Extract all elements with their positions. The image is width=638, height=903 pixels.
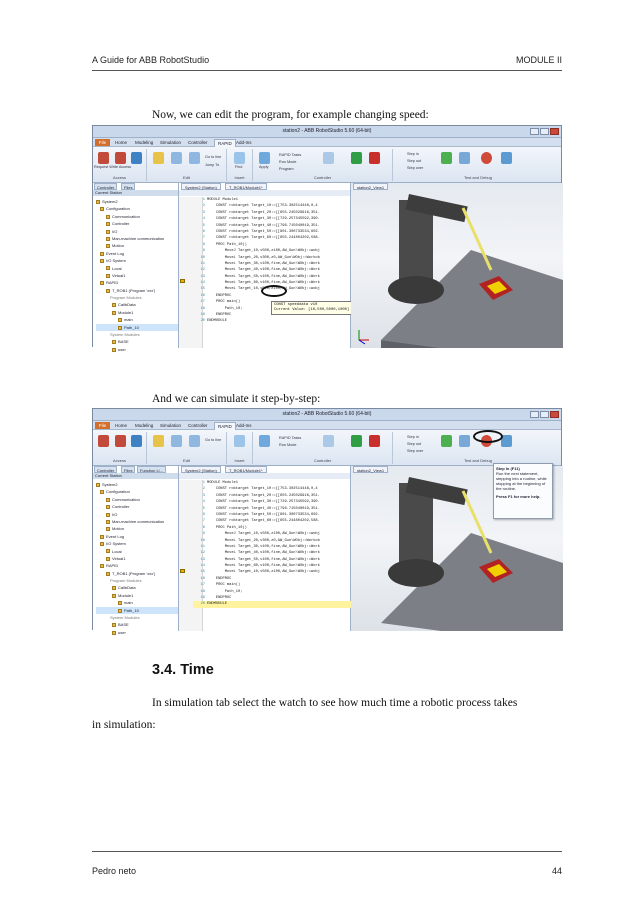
editor-tab-module: T_ROB1/Module1* [225,183,267,190]
code-line: 8 PROC Path_10() [202,525,247,530]
popup-body: Run the next statement, stepping into a routine, while stopping at the beginning of the routine. [496,471,547,491]
station-3d-view [351,183,563,348]
code-line: 1 MODULE Module1 [202,198,238,202]
group-label-access: Access [113,458,126,463]
tree-item: T_ROB1 (Program 'xxx') [96,287,178,294]
panel-tab-files: Files [121,183,135,190]
tree-item: RAPID [96,562,178,569]
tree-item: Event Log [96,250,178,257]
step-out-label: Step out [407,442,422,446]
controller-status: Current Station [93,473,178,479]
code-line: 6 CONST robtarget Target_50:=[[801.300733534,602. [202,229,320,234]
tree-item: Local [96,265,178,272]
jump-to-label: Jump To [205,163,220,167]
tree-item: Man-machine communication [96,518,178,525]
tree-item: System Modules [110,332,140,338]
tree-item: Configuration [96,488,178,495]
group-label-edit: Edit [183,175,190,180]
code-line: 10 MoveL Target_20,v300,z0,AW_Gun\WObj:=Workob [200,255,320,260]
rapid-editor [179,466,351,631]
code-line: 3 CONST robtarget Target_20:=[[655.245029916,351. [202,210,320,215]
tree-item: I/O [96,511,178,518]
tree-item: RAPID [96,279,178,286]
step-in-highlight-ring [473,430,503,443]
view-tab: station2_View1 [353,466,388,473]
maximize-icon [540,411,549,418]
code-line: 4 CONST robtarget Target_30:=[[729.257345592,390. [202,500,320,505]
check-program-icon [441,152,452,164]
snippet-icon [153,152,164,164]
popup-help: Press F1 for more help. [496,494,541,499]
window-titlebar [93,126,561,138]
controller-tree [96,481,178,636]
ribbon-group-test-debug [393,149,563,181]
code-line: 3 CONST robtarget Target_20:=[[655.245029916,351. [202,493,320,498]
code-listing [193,480,351,608]
rapid-tasks-label: RAPID Tasks [279,153,302,157]
request-write-icon [98,435,109,447]
tree-item: Controller [96,220,178,227]
group-label-insert: Insert [234,175,245,180]
robot-base [388,276,444,304]
release-write-icon [115,152,126,164]
tree-item: Man-machine communication [96,235,178,242]
tree-item: I/O System [96,540,178,547]
code-line: 11 MoveL Target_30,v100,fine,AW_Gun\WObj:=Work [200,544,320,549]
step-over-label: Step over [407,166,424,170]
step-over-label: Step over [407,449,424,453]
release-write-icon [115,435,126,447]
robot-scene [351,190,563,348]
group-label-test-debug: Test and Debug [463,175,493,180]
code-line: 2 CONST robtarget Target_10:=[[753.302514448,0,4 [202,204,318,209]
step-in-label: Step in [407,152,419,156]
request-write-label: Request Write Access [94,165,132,169]
paragraph-time-line1: In simulation tab select the watch to see how much time a robotic process takes [152,697,518,709]
program-pointer-marker [180,569,185,573]
header-divider [92,70,562,71]
rapid-editor [179,183,351,348]
group-label-access: Access [113,175,126,180]
instruction-icon [189,152,200,164]
tab-home: Home [115,423,128,428]
view-tab: station2_View1 [353,183,388,190]
footer-author: Pedro neto [92,866,137,876]
tree-item: System Modules [110,615,140,621]
tree-item: Local [96,548,178,555]
go-to-line-label: Go to line [205,155,222,159]
apply-icon [259,435,270,447]
group-label-insert: Insert [234,458,245,463]
tree-item: Program Modules [110,295,142,301]
tree-item: T_ROB1 (Program 'xxx') [96,570,178,577]
code-line: 7 CONST robtarget Target_60:=[[655.244804202,588. [202,236,320,241]
tab-rapid: RAPID [214,422,236,430]
group-label-test-debug: Test and Debug [463,458,493,463]
group-label-controller: Controller [313,458,332,463]
paragraph-edit-program: Now, we can edit the program, for example changing speed: [152,109,429,121]
code-line: 18 Path_10; [200,589,243,594]
tree-item: CalibData [96,301,178,308]
tree-item: System2 [96,481,178,488]
robotstudio-screenshot-edit [92,125,562,352]
code-line: 9 MoveJ Target_10,v500,z100,AW_Gun\WObj:=wobj [202,249,320,254]
window-title: station2 - ABB RobotStudio 5.60 (64-bit) [282,411,372,417]
paragraph-step-by-step: And we can simulate it step-by-step: [152,393,321,405]
tab-addins: Add-Ins [236,140,252,145]
panel-tab-controller: Controller [94,183,117,190]
robotstudio-screenshot-step [92,408,562,635]
start-icon [351,435,362,447]
code-line: 16 ENDPROC [200,576,232,581]
maximize-icon [540,128,549,135]
minimize-icon [530,128,539,135]
tree-item: Communication [96,213,178,220]
header-module: MODULE II [515,55,562,65]
group-label-controller: Controller [313,175,332,180]
find-label: Find [235,165,243,169]
code-line: 14 MoveL Target_60,v100,fine,AW_Gun\WObj:=Work [200,564,320,569]
tab-rapid: RAPID [214,139,236,147]
tree-item: Virtual1 [96,555,178,562]
code-line: 7 CONST robtarget Target_60:=[[655.244804202,588. [202,519,320,524]
file-menu: File [95,422,110,429]
tree-item: Path_10 [96,324,178,331]
code-line: 19 ENDPROC [200,313,232,318]
instruction-icon [189,435,200,447]
tab-simulation: Simulation [160,140,182,145]
menu-bar [93,421,561,430]
code-line: 1 MODULE Module1 [202,481,238,485]
robot-base [388,559,444,587]
code-line: 16 ENDPROC [200,293,232,298]
menu-bar [93,138,561,147]
tree-item: Motion [96,525,178,532]
tree-item: Module1 [96,309,178,316]
code-line: 15 MoveL Target_10,v500,z100,AW_Gun\WObj:=wobj [200,570,320,575]
tab-modeling: Modeling [135,140,154,145]
find-icon [234,435,245,447]
tree-item: Communication [96,496,178,503]
ribbon-group-access [93,149,147,181]
speed-highlight-ring [261,285,287,297]
code-line: 2 CONST robtarget Target_10:=[[753.302514448,0,4 [202,487,318,492]
adjust-robtargets-icon [323,152,334,164]
ribbon [93,147,561,183]
editor-tab-system: System2 (Station) [181,466,221,473]
paragraph-time-line2: in simulation: [92,719,156,731]
code-line: 15 MoveL Target_10,v500,z100,AW_Gun\WObj:=wobj [200,287,320,292]
code-line: 19 ENDPROC [200,596,232,601]
adjust-robtargets-icon [323,435,334,447]
controller-panel [93,466,179,635]
code-line: 12 MoveL Target_40,v100,fine,AW_Gun\WObj:=Work [200,268,320,273]
tree-item: user [96,346,178,353]
controller-tree [96,198,178,353]
code-line: 20 ENDMODULE [200,319,227,324]
code-line: 5 CONST robtarget Target_40:=[[796.715040019,351. [202,223,320,228]
find-icon [234,152,245,164]
synchronize-icon [131,435,142,447]
panel-tab-controller: Controller [94,466,117,473]
check-program-icon [441,435,452,447]
window-titlebar [93,409,561,421]
close-icon [550,128,559,135]
footer-divider [92,851,562,852]
header-title: A Guide for ABB RobotStudio [92,55,210,65]
tree-item: I/O [96,228,178,235]
stop-icon [369,152,380,164]
file-menu: File [95,139,110,146]
step-in-tooltip-popup [493,463,553,519]
editor-toolbar [179,473,350,479]
tab-simulation: Simulation [160,423,182,428]
panel-tab-function-library: Function Li... [137,466,166,473]
program-pointer-marker [180,279,185,283]
tree-item: Controller [96,503,178,510]
code-line: 12 MoveL Target_40,v100,fine,AW_Gun\WObj:=Work [200,551,320,556]
step-in-label: Step in [407,435,419,439]
tree-item: BASE [96,338,178,345]
ribbon-group-controller [253,149,393,181]
request-write-icon [98,152,109,164]
tree-item: I/O System [96,257,178,264]
ribbon-group-edit [147,149,227,181]
tab-modeling: Modeling [135,423,154,428]
tree-item: Module1 [96,592,178,599]
rapid-tasks-label: RAPID Tasks [279,436,302,440]
code-line: 17 PROC main() [200,583,241,588]
code-line: 14 MoveL Target_60,v100,fine,AW_Gun\WObj:=Work [200,281,320,286]
ribbon-group-controller [253,432,393,464]
ribbon-group-access [93,432,147,464]
stop-icon [369,435,380,447]
go-to-line-label: Go to line [205,438,222,442]
ribbon-group-insert [227,432,253,464]
rapid-profiler-icon [501,152,512,164]
close-icon [550,411,559,418]
tree-item: System2 [96,198,178,205]
code-line: 5 CONST robtarget Target_40:=[[796.715040019,351. [202,506,320,511]
code-line: 13 MoveL Target_50,v100,fine,AW_Gun\WObj:=Work [200,557,320,562]
program-pointer-icon [459,152,470,164]
tree-item: Motion [96,242,178,249]
tree-item: CalibData [96,584,178,591]
tree-item: Path_10 [96,607,178,614]
ribbon-group-insert [227,149,253,181]
tree-item: Program Modules [110,578,142,584]
program-label: Program [279,167,294,171]
code-line: 13 MoveL Target_50,v100,fine,AW_Gun\WObj:=Work [200,274,320,279]
code-line: 11 MoveL Target_30,v100,fine,AW_Gun\WObj:=Work [200,261,320,266]
tab-addins: Add-Ins [236,423,252,428]
popup-title: Step In (F11) [496,466,520,471]
step-out-label: Step out [407,159,422,163]
code-line: 4 CONST robtarget Target_30:=[[729.257345592,390. [202,217,320,222]
tree-item: Configuration [96,205,178,212]
editor-toolbar [179,190,350,196]
code-line: 10 MoveL Target_20,v300,z0,AW_Gun\WObj:=Workob [200,538,320,543]
tab-controller: Controller [188,423,208,428]
tree-item: Virtual1 [96,272,178,279]
speed-tooltip: CONST speeddata v10 Current Value: [10,500,5000,1000] [271,301,352,315]
program-pointer-icon [459,435,470,447]
editor-tab-module: T_ROB1/Module1* [225,466,267,473]
code-line: 20 ENDMODULE [193,601,351,607]
window-title: station2 - ABB RobotStudio 5.60 (64-bit) [282,128,372,134]
tab-home: Home [115,140,128,145]
insert-icon [171,152,182,164]
tab-controller: Controller [188,140,208,145]
ribbon-group-edit [147,432,227,464]
breakpoint-icon [481,152,492,164]
code-line: 8 PROC Path_10() [202,242,247,247]
axis-y-icon [359,340,365,344]
section-heading: 3.4. Time [152,662,214,678]
code-line: 17 PROC main() [200,300,241,305]
minimize-icon [530,411,539,418]
controller-status: Current Station [93,190,178,196]
run-mode-label: Run Mode [279,443,297,447]
start-icon [351,152,362,164]
apply-label: Apply [259,165,269,169]
tree-item: BASE [96,621,178,628]
insert-icon [171,435,182,447]
code-line: 18 Path_10; [200,306,243,311]
run-mode-label: Run Mode [279,160,297,164]
code-line: 9 MoveJ Target_10,v500,z100,AW_Gun\WObj:=wobj [202,532,320,537]
tree-item: Event Log [96,533,178,540]
group-label-edit: Edit [183,458,190,463]
code-line: 6 CONST robtarget Target_50:=[[801.300733534,602. [202,512,320,517]
tree-item: main [96,599,178,606]
panel-tab-files: Files [121,466,135,473]
synchronize-icon [131,152,142,164]
controller-panel [93,183,179,352]
tree-item: user [96,629,178,636]
editor-tab-system: System2 (Station) [181,183,221,190]
apply-icon [259,152,270,164]
page-number: 44 [551,866,562,876]
snippet-icon [153,435,164,447]
tree-item: main [96,316,178,323]
